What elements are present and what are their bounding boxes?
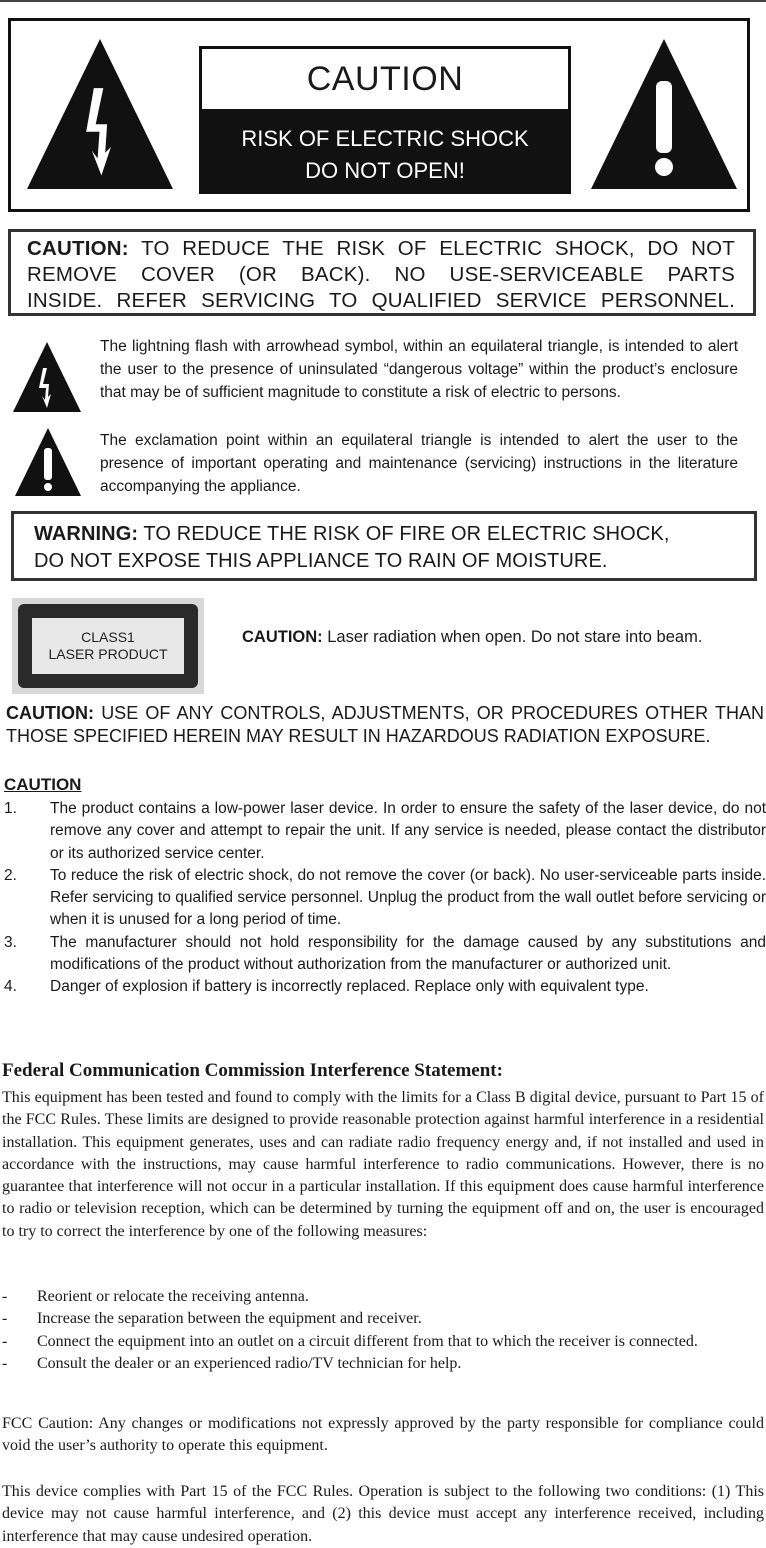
fcc-compliance: This device complies with Part 15 of the FCC Rules. Operation is subject to the following two conditions: (1) This device may not cause harmful interference, and (2) this device must accept any interference received, including interference that may cause undesired operation. bbox=[2, 1483, 764, 1545]
caution-box-line2: REMOVE COVER (OR BACK). NO USE-SERVICEABLE PARTS bbox=[27, 263, 735, 286]
list-item bbox=[4, 798, 766, 865]
list-item bbox=[2, 1308, 764, 1330]
caution-box-lead: CAUTION: bbox=[27, 237, 129, 260]
lightning-bolt-warning-icon bbox=[27, 39, 173, 189]
caution-label-body bbox=[202, 109, 568, 191]
laser-product-label bbox=[12, 598, 204, 694]
controls-caution bbox=[6, 702, 764, 747]
exclamation-symbol-paragraph: The exclamation point within an equilateral triangle is intended to alert the user to the presence of important operating and maintenance (servicing) instructions in the literature accompanying the appliance. bbox=[100, 432, 738, 495]
bullet-dash: - bbox=[2, 1310, 8, 1328]
warning-box-line1: TO REDUCE THE RISK OF FIRE OR ELECTRIC SHOCK, bbox=[143, 523, 670, 545]
exclamation-symbol-icon bbox=[15, 428, 81, 496]
fcc-title: Federal Communication Commission Interference Statement: bbox=[2, 1060, 503, 1081]
top-rule bbox=[0, 0, 766, 2]
list-item bbox=[2, 1331, 764, 1353]
warning-box-line2: DO NOT EXPOSE THIS APPLIANCE TO RAIN OF MOISTURE. bbox=[34, 550, 608, 572]
warning-box-lead: WARNING: bbox=[34, 523, 139, 545]
controls-caution-lead: CAUTION: bbox=[6, 703, 94, 723]
bullet-dash: - bbox=[2, 1354, 8, 1372]
list-item-text: Reorient or relocate the receiving antenna. bbox=[37, 1288, 309, 1305]
list-item-number: 3. bbox=[4, 933, 17, 951]
fcc-intro: This equipment has been tested and found to comply with the limits for a Class B digital device, pursuant to Part 15 of the FCC Rules. These limits are designed to provide reasonable protection against harmful interference in a residential installation. This equipment generates, uses and can radiate radio frequency energy and, if not installed and used in accordance with the instructions, may cause harmful interference to radio communications. However, there is no guarantee that interference will not occur in a particular installation. If this equipment does cause harmful interference to radio or television reception, which can be determined by turning the equipment off and on, the user is encouraged to try to correct the interference by one of the following measures: bbox=[2, 1089, 764, 1240]
fcc-measures bbox=[2, 1286, 764, 1375]
list-item bbox=[4, 865, 766, 932]
caution-list-heading: CAUTION bbox=[4, 775, 82, 794]
caution-label-line2: DO NOT OPEN! bbox=[305, 158, 465, 183]
caution-banner bbox=[8, 18, 750, 212]
list-item-text: The product contains a low-power laser device. In order to ensure the safety of the laser device, do not remove any cover and attempt to repair the unit. If any service is needed, please contact the distributor or its authorized service center. bbox=[50, 800, 766, 862]
list-item bbox=[4, 932, 766, 977]
list-item bbox=[2, 1353, 764, 1375]
caution-label-line1: RISK OF ELECTRIC SHOCK bbox=[241, 126, 529, 151]
fcc-caution: FCC Caution: Any changes or modifications not expressly approved by the party responsible for compliance could void the user’s authority to operate this equipment. bbox=[2, 1415, 764, 1455]
laser-caution bbox=[242, 626, 754, 649]
list-item-number: 1. bbox=[4, 800, 17, 817]
list-item-text: To reduce the risk of electric shock, do not remove the cover (or back). No user-serviceable parts inside. Refer servicing to qualified service personnel. Unplug the product from the wall outlet before servicing or when it is unused for a long period of time. bbox=[50, 866, 766, 929]
list-item bbox=[2, 1286, 764, 1308]
caution-list bbox=[4, 798, 766, 999]
caution-label bbox=[199, 46, 571, 194]
list-item-text: The manufacturer should not hold responsibility for the damage caused by any substitutions and modifications of the product without authorization from the manufacturer or authorized unit. bbox=[50, 933, 766, 974]
lightning-symbol-text bbox=[100, 335, 738, 404]
laser-label-product: LASER PRODUCT bbox=[48, 646, 168, 662]
bullet-dash: - bbox=[2, 1332, 8, 1350]
exclamation-symbol-text bbox=[100, 429, 738, 498]
controls-caution-text: USE OF ANY CONTROLS, ADJUSTMENTS, OR PROCEDURES OTHER THAN THOSE SPECIFIED HEREIN MAY RESULT IN HAZARDOUS RADIATION EXPOSURE. bbox=[6, 703, 764, 746]
list-item-number: 2. bbox=[4, 866, 17, 884]
lightning-symbol-icon bbox=[13, 342, 81, 412]
caution-box-text bbox=[27, 236, 735, 314]
laser-caution-text: Laser radiation when open. Do not stare into beam. bbox=[327, 628, 703, 646]
list-item-text: Danger of explosion if battery is incorrectly replaced. Replace only with equivalent type. bbox=[50, 978, 649, 996]
list-item-number: 4. bbox=[4, 978, 17, 996]
list-item bbox=[4, 976, 766, 998]
warning-box bbox=[11, 511, 757, 581]
caution-box-line3: INSIDE. REFER SERVICING TO QUALIFIED SERVICE PERSONNEL. bbox=[27, 289, 735, 312]
list-item-text: Connect the equipment into an outlet on a circuit different from that to which the receiver is connected. bbox=[37, 1332, 698, 1350]
list-item-text: Increase the separation between the equipment and receiver. bbox=[37, 1310, 422, 1328]
bullet-dash: - bbox=[2, 1288, 8, 1305]
caution-label-title: CAUTION bbox=[202, 49, 568, 109]
laser-label-class: CLASS1 bbox=[81, 629, 135, 645]
list-item-text: Consult the dealer or an experienced radio/TV technician for help. bbox=[37, 1354, 462, 1372]
exclamation-warning-icon bbox=[591, 39, 737, 189]
laser-caution-lead: CAUTION: bbox=[242, 628, 323, 646]
caution-box bbox=[8, 229, 756, 316]
caution-box-line1: TO REDUCE THE RISK OF ELECTRIC SHOCK, DO NOT bbox=[141, 237, 736, 260]
lightning-symbol-paragraph: The lightning flash with arrowhead symbol, within an equilateral triangle, is intended to alert the user to the presence of uninsulated “dangerous voltage” within the product’s enclosure that may be of sufficient magnitude to constitute a risk of electric to persons. bbox=[100, 338, 738, 401]
